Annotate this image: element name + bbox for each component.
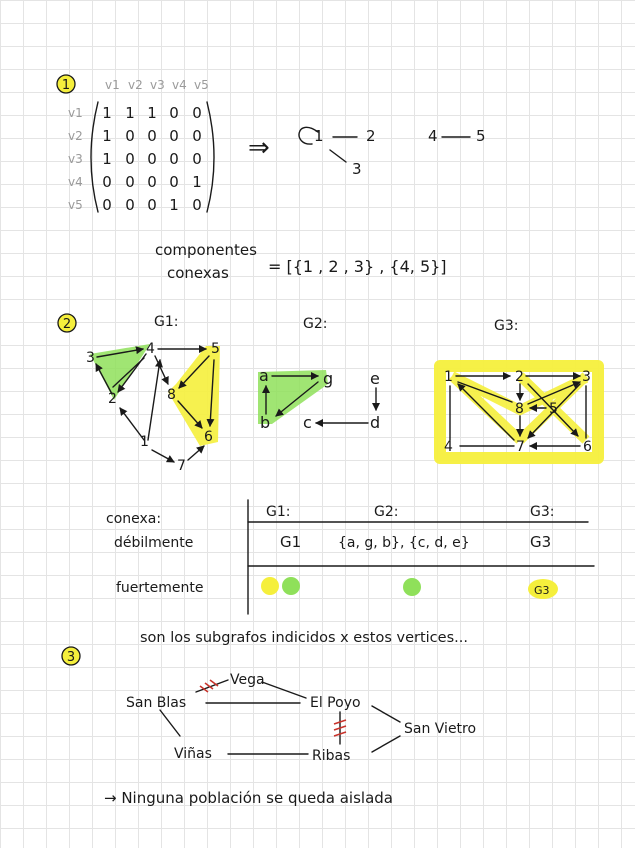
matrix-cell: 0 (125, 127, 135, 145)
town-san-blas: San Blas (126, 695, 187, 711)
town-network (126, 672, 476, 764)
g1-node: 1 (140, 434, 149, 450)
node-5: 5 (476, 127, 486, 145)
g1-node: 2 (108, 391, 117, 407)
g3-node: 7 (516, 439, 525, 455)
graph-title-g3: G3: (494, 318, 519, 334)
matrix-cell: 0 (102, 173, 112, 191)
table-row-label-fuerte: fuertemente (116, 580, 204, 596)
node-2: 2 (366, 127, 376, 145)
table-col-g2: G2: (374, 504, 399, 520)
graph-title-g1: G1: (154, 314, 179, 330)
section-3-number: 3 (66, 650, 76, 665)
section-1 (57, 75, 486, 282)
matrix-cell: 1 (102, 150, 112, 168)
edge-1-3 (330, 150, 346, 162)
col-header: v5 (194, 78, 209, 92)
table-col-g1: G1: (266, 504, 291, 520)
road-ribas-sanvietro (372, 736, 400, 752)
row-header: v5 (68, 198, 83, 212)
matrix-cell: 1 (169, 196, 179, 214)
section-2 (58, 314, 598, 646)
row-header: v4 (68, 175, 83, 189)
town-san-vietro: San Vietro (404, 721, 477, 737)
matrix-cell: 1 (102, 104, 112, 122)
g1-node: 8 (167, 387, 176, 403)
weak-g2-value: {a, g, b}, {c, d, e} (338, 535, 470, 551)
weak-g3-value: G3 (530, 533, 552, 551)
matrix-cell: 0 (192, 104, 202, 122)
matrix-cell: 0 (192, 196, 202, 214)
town-vinas: Viñas (174, 746, 212, 762)
row-header: v1 (68, 106, 83, 120)
node-3: 3 (352, 160, 362, 178)
g2-node: e (370, 369, 380, 388)
g2-node: a (259, 366, 269, 385)
matrix-cell: 0 (192, 127, 202, 145)
connectivity-table (106, 500, 594, 614)
matrix-cell: 0 (147, 127, 157, 145)
row-header: v2 (68, 129, 83, 143)
town-ribas: Ribas (312, 748, 351, 764)
strong-g2-green-dot (403, 578, 421, 596)
row-header: v3 (68, 152, 83, 166)
table-col-g3: G3: (530, 504, 555, 520)
g3-node: 3 (582, 369, 591, 385)
g3-node: 2 (515, 369, 524, 385)
table-row-label-debil: débilmente (114, 535, 194, 551)
section-3 (62, 647, 476, 807)
matrix-cell: 0 (147, 150, 157, 168)
matrix-cell: 1 (125, 104, 135, 122)
g1-edge-7-6 (188, 446, 204, 460)
implies-arrow: ⇒ (248, 133, 270, 163)
graph-g2 (258, 366, 380, 432)
g3-node: 5 (549, 401, 558, 417)
matrix-cell: 0 (169, 127, 179, 145)
section-1-graph (299, 127, 486, 178)
matrix-cell: 0 (125, 173, 135, 191)
town-labels (126, 672, 476, 764)
strong-g3-value: G3 (534, 584, 550, 597)
strong-g1-green-dot (282, 577, 300, 595)
col-header: v3 (150, 78, 165, 92)
connected-components-value: = [{1 , 2 , 3} , {4, 5}] (268, 257, 447, 276)
col-header: v2 (128, 78, 143, 92)
g1-edge-1-7 (152, 450, 174, 462)
g1-node: 6 (204, 429, 213, 445)
node-4: 4 (428, 127, 438, 145)
weak-g1-value: G1 (280, 533, 302, 551)
matrix-left-bracket (91, 102, 98, 212)
g1-node: 4 (146, 341, 155, 357)
matrix-right-bracket (207, 102, 214, 212)
matrix-cell: 0 (147, 173, 157, 191)
road-sanblas-vinas (160, 710, 180, 736)
g2-node: c (303, 413, 312, 432)
g3-node: 1 (444, 369, 453, 385)
road-vega-elpoyo (262, 682, 306, 698)
graph-title-g2: G2: (303, 316, 328, 332)
matrix-cell: 1 (147, 104, 157, 122)
matrix-cell: 0 (169, 150, 179, 168)
table-row-label-conexa: conexa: (106, 511, 162, 527)
matrix-cell: 1 (102, 127, 112, 145)
graph-g3 (440, 366, 598, 458)
g2-node: g (323, 369, 334, 388)
components-label-line1: componentes (155, 241, 257, 259)
matrix-col-headers (105, 78, 209, 92)
graph-g1 (86, 341, 220, 474)
g1-node: 7 (177, 458, 186, 474)
g1-edge-1-4 (148, 360, 160, 440)
col-header: v4 (172, 78, 187, 92)
matrix-cell: 0 (192, 150, 202, 168)
matrix-cell: 1 (192, 173, 202, 191)
matrix-cell: 0 (169, 173, 179, 191)
matrix-cell: 0 (125, 150, 135, 168)
matrix-row-headers (68, 106, 83, 212)
col-header: v1 (105, 78, 120, 92)
section-1-number: 1 (61, 78, 71, 93)
g1-node: 5 (211, 341, 220, 357)
components-label-line2: conexas (167, 264, 229, 282)
cut-mark-elpoyo-ribas (334, 720, 346, 736)
induced-subgraph-note: son los subgrafos indicidos x estos vertices... (140, 630, 468, 646)
g3-node: 4 (444, 439, 453, 455)
strong-g1-yellow-dot (261, 577, 279, 595)
section-2-number: 2 (62, 317, 72, 332)
adjacency-matrix (102, 104, 202, 214)
matrix-cell: 0 (102, 196, 112, 214)
node-1: 1 (314, 127, 324, 145)
conclusion-text: → Ninguna población se queda aislada (104, 789, 393, 807)
g2-node: d (370, 413, 381, 432)
g3-node: 6 (583, 439, 592, 455)
matrix-cell: 0 (125, 196, 135, 214)
matrix-cell: 0 (147, 196, 157, 214)
town-vega: Vega (230, 672, 265, 688)
g3-node: 8 (515, 401, 524, 417)
town-el-poyo: El Poyo (310, 695, 361, 711)
g2-node: b (260, 413, 271, 432)
road-elpoyo-sanvietro (372, 706, 400, 722)
g1-node: 3 (86, 350, 95, 366)
matrix-cell: 0 (169, 104, 179, 122)
